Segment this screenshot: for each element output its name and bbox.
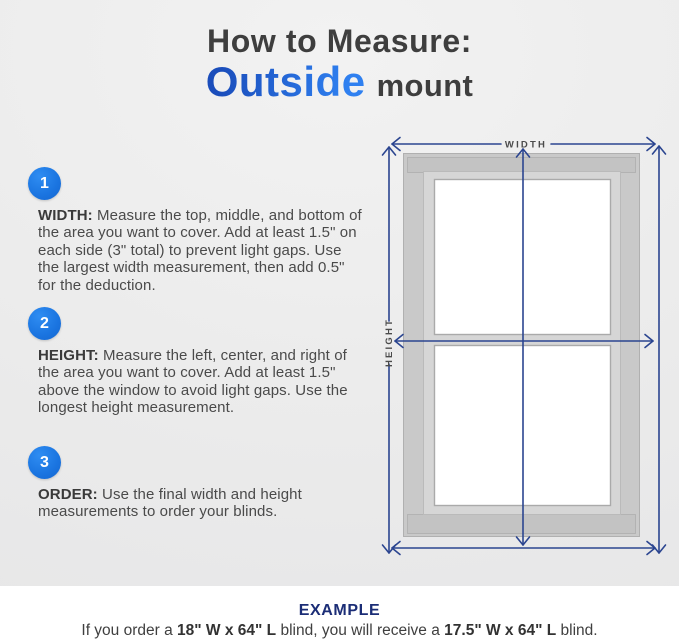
- example-ordered-size: 18" W x 64" L: [177, 622, 277, 639]
- example-footer: [0, 586, 679, 644]
- step-height: [28, 307, 374, 417]
- step-3-text: [38, 486, 364, 521]
- height-arrow-right: [653, 146, 666, 553]
- step-1-badge: 1: [28, 167, 61, 200]
- step-1-text: [38, 207, 364, 294]
- example-received-size: 17.5" W x 64" L: [444, 622, 557, 639]
- example-heading: EXAMPLE: [298, 602, 381, 619]
- title-suffix: mount: [376, 68, 474, 103]
- step-3-badge: 3: [28, 446, 61, 479]
- window-sill: [408, 515, 636, 534]
- example-sentence: [0, 622, 679, 639]
- window-measurement-diagram: [370, 125, 679, 590]
- step-2-label: HEIGHT:: [38, 347, 99, 364]
- step-1-label: WIDTH:: [38, 207, 93, 224]
- title-highlight: Outside: [205, 58, 366, 105]
- step-2-body: Measure the left, center, and right of the area you want to cover. Add at least 1.5" above the window to avoid light gaps. Use the longest height measurement.: [38, 347, 348, 417]
- step-1-body: Measure the top, middle, and bottom of the area you want to cover. Add at least 1.5" on each side (3" total) to prevent light gaps. Use the largest width measurement, then add 0.5" for the deduction.: [38, 207, 362, 294]
- step-3-label: ORDER:: [38, 486, 98, 503]
- page-title: [0, 24, 679, 104]
- title-line-2: [0, 60, 679, 104]
- title-line-1: How to Measure:: [206, 23, 473, 59]
- step-width: [28, 167, 374, 294]
- width-arrow-label: WIDTH: [504, 139, 548, 151]
- window-header-rail: [408, 158, 636, 173]
- example-part-3: blind.: [556, 622, 598, 639]
- height-arrow-label: HEIGHT: [384, 317, 395, 368]
- step-order: [28, 446, 374, 521]
- step-2-text: [38, 347, 364, 417]
- example-part-1: If you order a: [81, 622, 178, 639]
- step-2-badge: 2: [28, 307, 61, 340]
- example-part-2: blind, you will receive a: [276, 622, 445, 639]
- step-3-body: Use the final width and height measurements to order your blinds.: [38, 486, 302, 521]
